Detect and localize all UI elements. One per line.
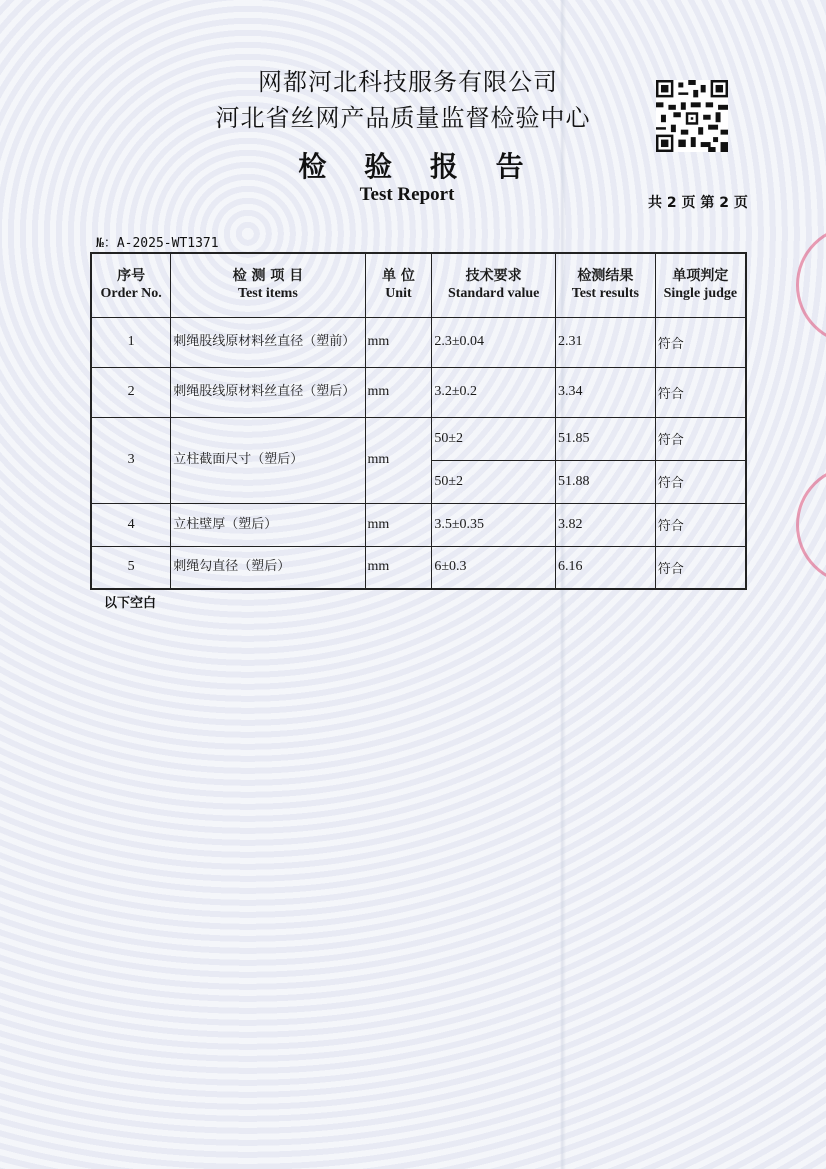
table-row bbox=[91, 417, 746, 460]
end-of-content-note: 以下空白 bbox=[104, 596, 157, 611]
header-label-cn: 检 测 项 目 bbox=[232, 268, 304, 285]
cell-test-result: 6.16 bbox=[556, 546, 656, 589]
cell-order-no: 5 bbox=[91, 546, 171, 589]
table-row bbox=[91, 546, 746, 589]
organization-name: 网都河北科技服务有限公司 bbox=[258, 68, 558, 96]
cell-standard-value: 3.2±0.2 bbox=[432, 367, 556, 417]
cell-order-no: 2 bbox=[91, 367, 171, 417]
header-label-cn: 检测结果 bbox=[577, 268, 634, 285]
cell-test-result: 51.88 bbox=[556, 460, 656, 503]
table-row bbox=[91, 503, 746, 546]
cell-order-no: 1 bbox=[91, 317, 171, 367]
cell-judgement: 符合 bbox=[655, 417, 746, 460]
cell-unit: mm bbox=[365, 503, 432, 546]
header-label-en: Standard value bbox=[447, 286, 540, 302]
header-label-en: Unit bbox=[385, 286, 412, 302]
cell-test-item: 刺绳勾直径（塑后） bbox=[171, 546, 365, 589]
cell-order-no: 3 bbox=[91, 417, 171, 503]
header-label-cn: 单 位 bbox=[381, 268, 415, 285]
cell-test-result: 51.85 bbox=[556, 417, 656, 460]
qr-code-icon bbox=[656, 80, 728, 152]
table-header-row bbox=[91, 253, 746, 317]
cell-unit: mm bbox=[365, 367, 432, 417]
inspection-center-name: 河北省丝网产品质量监督检验中心 bbox=[215, 104, 591, 132]
cell-standard-value: 6±0.3 bbox=[432, 546, 556, 589]
cell-standard-value: 2.3±0.04 bbox=[432, 317, 556, 367]
test-results-table bbox=[90, 252, 747, 590]
cell-judgement: 符合 bbox=[655, 317, 746, 367]
header-single-judge bbox=[655, 253, 746, 317]
header-standard-value bbox=[432, 253, 556, 317]
cell-standard-value: 50±2 bbox=[432, 417, 556, 460]
header-test-items bbox=[171, 253, 365, 317]
cell-judgement: 符合 bbox=[655, 546, 746, 589]
header-label-en: Test results bbox=[571, 286, 639, 302]
header-label-en: Order No. bbox=[100, 286, 162, 302]
cell-standard-value: 50±2 bbox=[432, 460, 556, 503]
cell-unit: mm bbox=[365, 546, 432, 589]
cell-test-item: 立柱截面尺寸（塑后） bbox=[171, 417, 365, 503]
cell-test-result: 3.34 bbox=[556, 367, 656, 417]
cell-judgement: 符合 bbox=[655, 367, 746, 417]
cell-test-result: 3.82 bbox=[556, 503, 656, 546]
cell-test-item: 立柱壁厚（塑后） bbox=[171, 503, 365, 546]
report-title-english: Test Report bbox=[359, 184, 455, 205]
header-label-en: Single judge bbox=[663, 286, 738, 302]
cell-test-item: 刺绳股线原材料丝直径（塑后） bbox=[171, 367, 365, 417]
page-counter: 共 2 页 第 2 页 bbox=[648, 195, 748, 211]
cell-unit: mm bbox=[365, 317, 432, 367]
cell-test-item: 刺绳股线原材料丝直径（塑前） bbox=[171, 317, 365, 367]
cell-order-no: 4 bbox=[91, 503, 171, 546]
header-order-no bbox=[91, 253, 171, 317]
table-row bbox=[91, 317, 746, 367]
header-label-cn: 序号 bbox=[117, 268, 146, 285]
header-test-results bbox=[556, 253, 656, 317]
header-unit bbox=[365, 253, 432, 317]
cell-standard-value: 3.5±0.35 bbox=[432, 503, 556, 546]
table-row bbox=[91, 367, 746, 417]
cell-judgement: 符合 bbox=[655, 460, 746, 503]
cell-test-result: 2.31 bbox=[556, 317, 656, 367]
report-title-chinese: 检 验 报 告 bbox=[298, 150, 538, 183]
header-label-cn: 技术要求 bbox=[465, 268, 522, 285]
header-label-en: Test items bbox=[238, 286, 298, 302]
report-number: №：A-2025-WT1371 bbox=[96, 236, 219, 251]
cell-unit: mm bbox=[365, 417, 432, 503]
header-label-cn: 单项判定 bbox=[672, 268, 729, 285]
cell-judgement: 符合 bbox=[655, 503, 746, 546]
